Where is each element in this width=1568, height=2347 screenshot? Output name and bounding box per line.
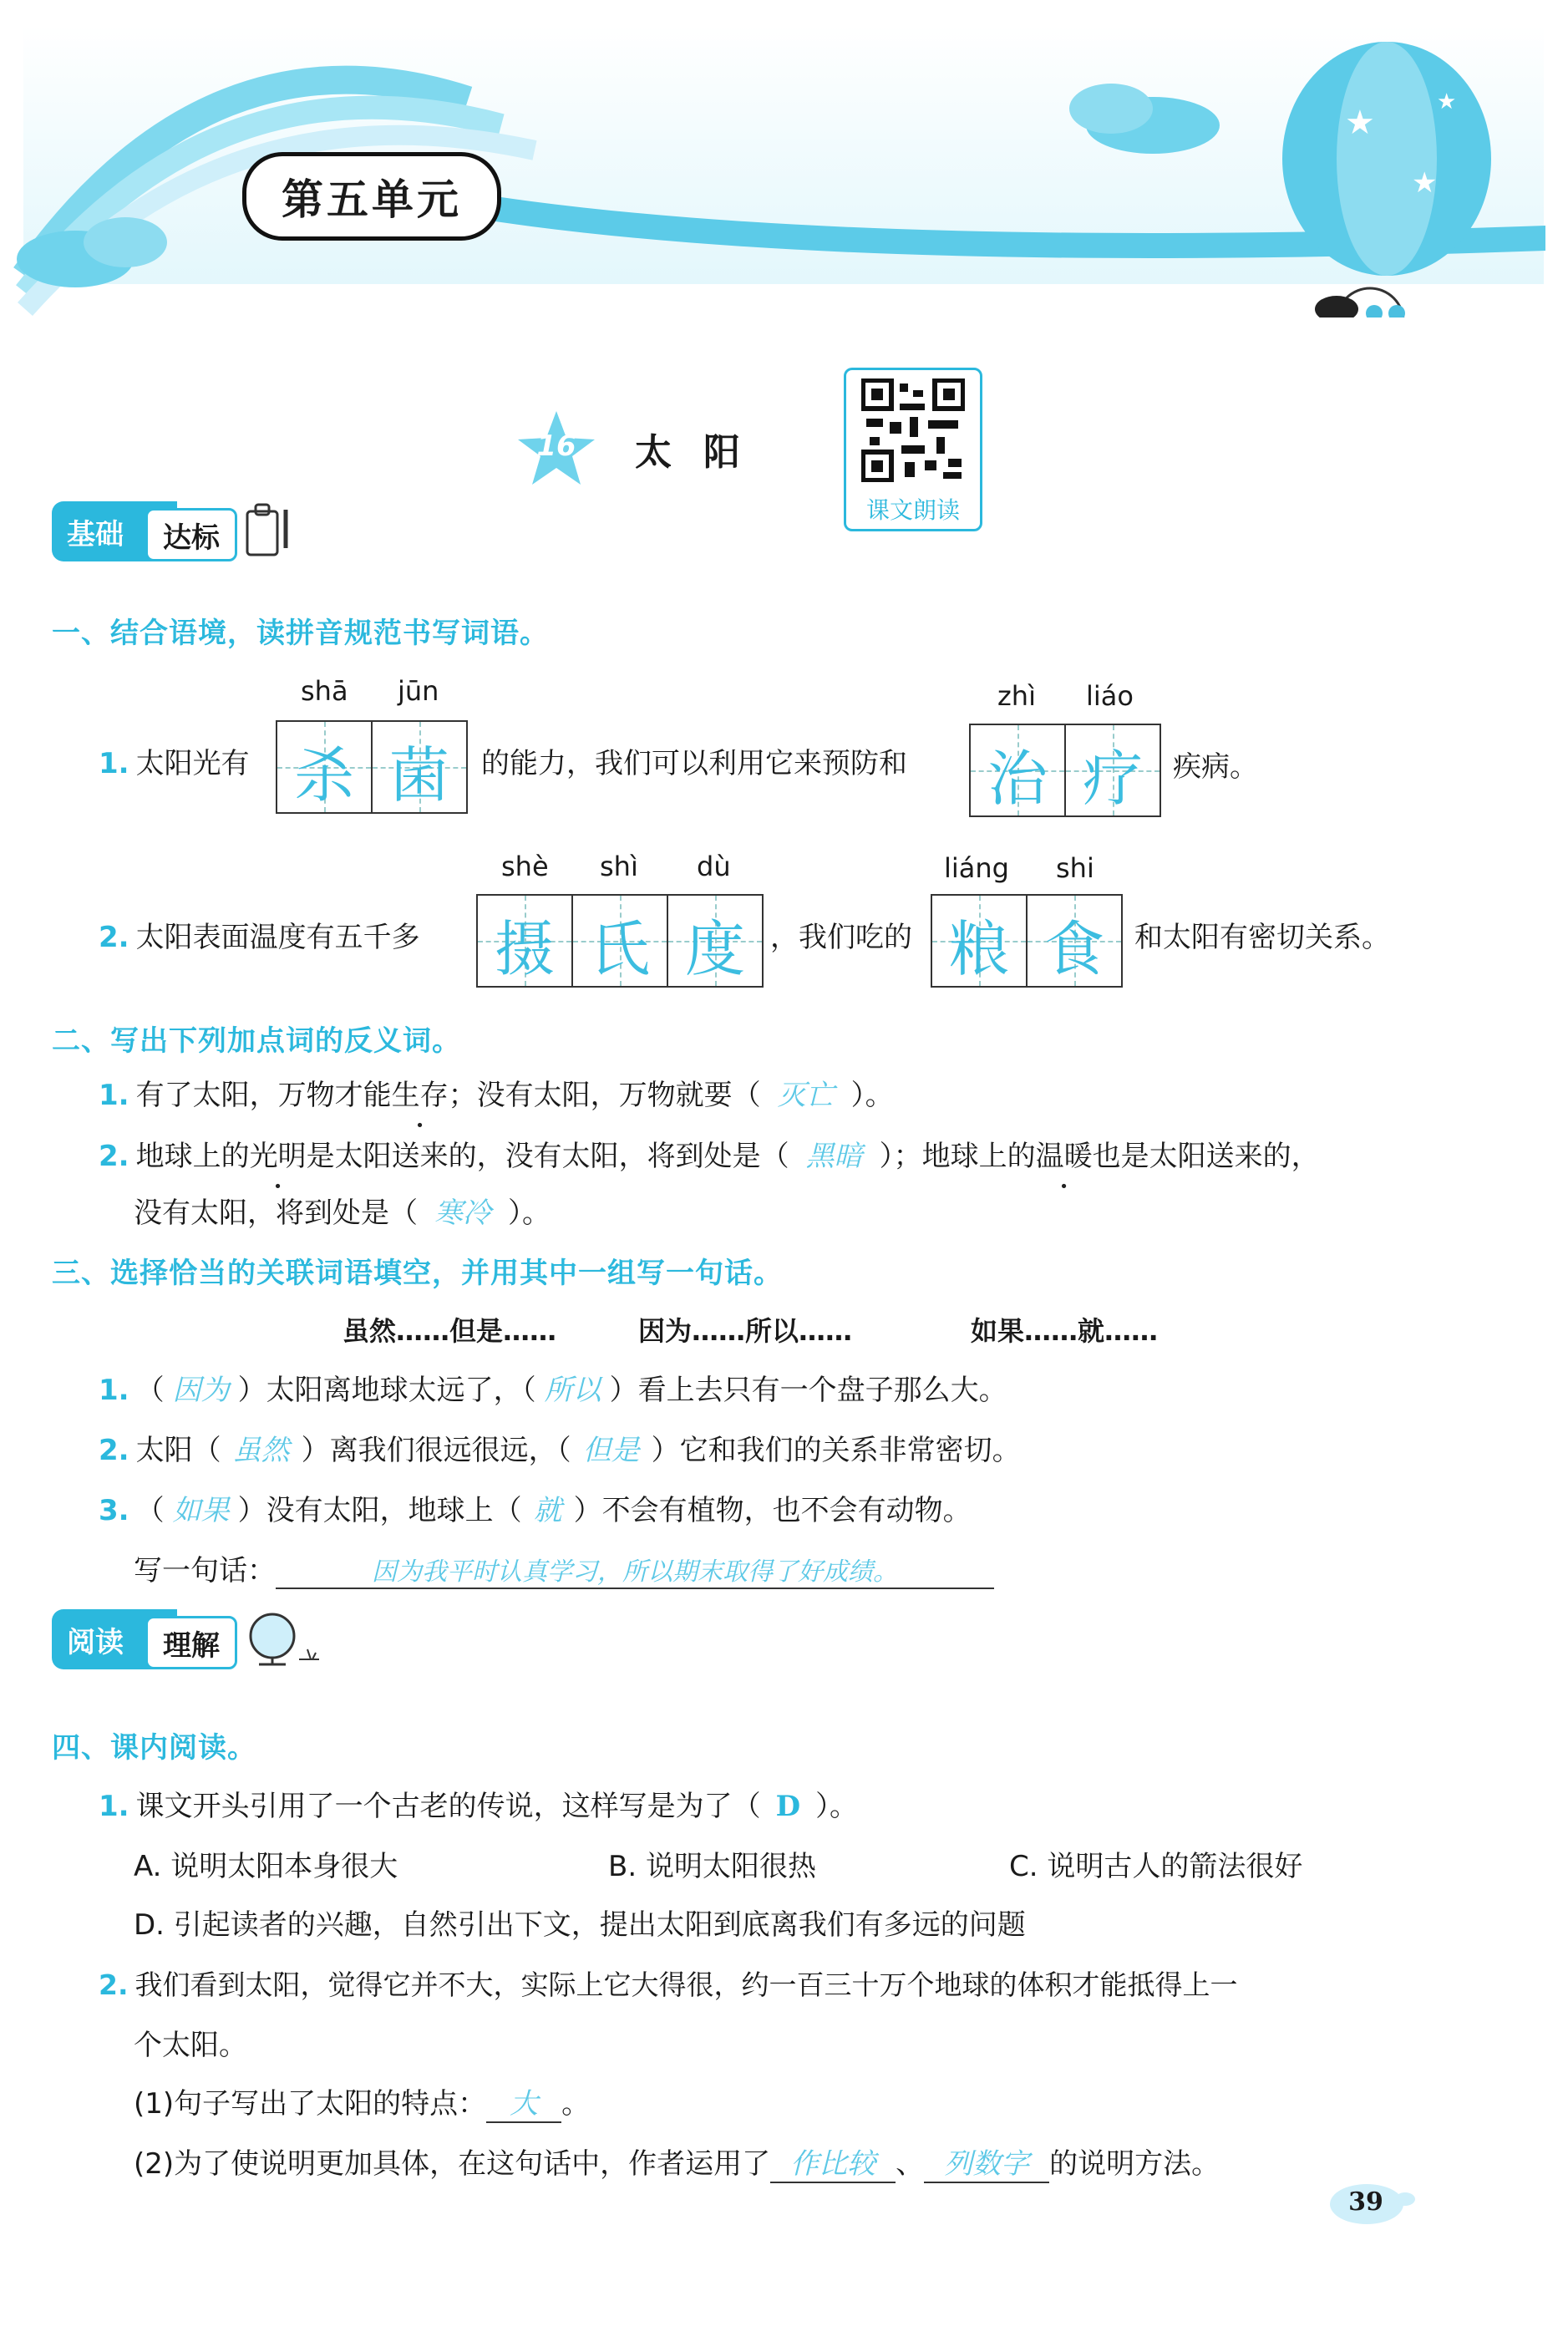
svg-text:★: ★	[1412, 166, 1438, 200]
pinyin-liao: liáo	[1086, 680, 1134, 712]
answer-char: 食	[1043, 914, 1104, 984]
page-number: 39	[1348, 2187, 1383, 2217]
badge-reading-right: 理解	[145, 1616, 237, 1669]
q3-write-sentence: 写一句话： 因为我平时认真学习，所以期末取得了好成绩。	[134, 1547, 994, 1589]
q2-item1: 1. 有了太阳，万物才能生存；没有太阳，万物就要（ 灭亡 ）。	[99, 1072, 894, 1113]
badge-reading-left: 阅读	[52, 1609, 177, 1669]
pinyin-du: dù	[697, 851, 731, 882]
pinyin-liang: liáng	[944, 852, 1009, 884]
option-a: A. 说明太阳本身很大	[134, 1850, 398, 1883]
answer-char: 菌	[388, 740, 449, 810]
option-c: C. 说明古人的箭法很好	[1009, 1850, 1303, 1883]
question-4-heading: 四、课内阅读。	[52, 1731, 256, 1765]
clipboard-pencil-icon	[244, 501, 294, 560]
question-2-heading: 二、写出下列加点词的反义词。	[52, 1024, 461, 1058]
lesson-title: 太阳	[635, 431, 772, 474]
q1-item2-after: 和太阳有密切关系。	[1134, 921, 1390, 954]
q3-item2: 2. 太阳（ 虽然 ）离我们很远很远，（ 但是 ）它和我们的关系非常密切。	[99, 1434, 1021, 1467]
answer-char: 粮	[948, 914, 1009, 984]
svg-text:★: ★	[1437, 89, 1457, 114]
q2-item2-line1: 2. 地球上的光明是太阳送来的，没有太阳，将到处是（ 黑暗 ）；地球上的温暖也是太阳送来的，	[99, 1133, 1320, 1174]
q2-item2-line2: 没有太阳，将到处是（ 寒冷 ）。	[134, 1196, 551, 1230]
pinyin-shi: shì	[600, 851, 638, 882]
conjunction-option-2: 因为……所以……	[638, 1315, 853, 1347]
badge-basic-left: 基础	[52, 501, 177, 561]
q4-item1: 1. 课文开头引用了一个古老的传说，这样写是为了（ D ）。	[99, 1790, 859, 1823]
globe-icon	[244, 1609, 327, 1668]
answer-text: 就	[533, 1494, 562, 1527]
lesson-number: 16	[536, 429, 576, 463]
q1-item2-before: 2. 太阳表面温度有五千多	[99, 921, 420, 954]
pinyin-zhi: zhì	[997, 680, 1036, 712]
answer-text: 但是	[582, 1434, 640, 1467]
answer-text: 黑暗	[805, 1140, 863, 1173]
answer-text: 所以	[544, 1374, 601, 1407]
answer-char: 度	[684, 914, 745, 984]
dotted-word: 光明	[249, 1140, 307, 1173]
question-1-heading: 一、结合语境，读拼音规范书写词语。	[52, 617, 549, 650]
section-badge-basic	[52, 501, 302, 561]
option-d: D. 引起读者的兴趣，自然引出下文，提出太阳到底离我们有多远的问题	[134, 1908, 1026, 1942]
writing-grid-zhiliao[interactable]	[969, 724, 1161, 817]
page-number-badge	[1328, 2181, 1420, 2228]
answer-text: 虽然	[232, 1434, 290, 1467]
q4-item2-sub2: (2)为了使说明更加具体，在这句话中，作者运用了 作比较 、 列数字 的说明方法。	[134, 2141, 1220, 2183]
pinyin-sha: shā	[301, 675, 348, 707]
question-3-heading: 三、选择恰当的关联词语填空，并用其中一组写一句话。	[52, 1257, 783, 1290]
badge-basic-right: 达标	[145, 508, 237, 561]
q1-item1-before: 1. 太阳光有	[99, 747, 250, 780]
pinyin-jun: jūn	[398, 675, 439, 707]
header-background-art	[0, 0, 1568, 318]
writing-grid-liangshi[interactable]	[931, 894, 1123, 988]
answer-blank[interactable]: 作比较	[770, 2141, 896, 2183]
q4-item2-sub1: (1)句子写出了太阳的特点： 大 。	[134, 2080, 590, 2123]
answer-text: 如果	[172, 1494, 230, 1527]
qr-code-label: 课文朗读	[865, 496, 960, 524]
answer-char: 摄	[494, 914, 555, 984]
q4-item2-line2: 个太阳。	[134, 2029, 247, 2062]
answer-char: 氏	[589, 914, 650, 984]
writing-grid-shajun[interactable]	[276, 720, 468, 814]
dotted-word: 生存	[391, 1079, 449, 1112]
q4-item2-line1: 2. 我们看到太阳，觉得它并不大，实际上它大得很，约一百三十万个地球的体积才能抵得上一	[99, 1969, 1238, 2001]
qr-code-card[interactable]	[844, 368, 982, 531]
answer-char: 疗	[1082, 744, 1143, 814]
answer-text: 灭亡	[777, 1079, 835, 1112]
section-badge-reading	[52, 1609, 336, 1669]
q3-item1: 1. （ 因为 ）太阳离地球太远了，（ 所以 ）看上去只有一个盘子那么大。	[99, 1374, 1007, 1407]
q1-item1-after: 疾病。	[1173, 750, 1258, 784]
svg-text:★: ★	[1345, 104, 1375, 142]
answer-text: 因为	[172, 1374, 230, 1407]
option-b: B. 说明太阳很热	[608, 1850, 816, 1883]
sentence-answer[interactable]: 因为我平时认真学习，所以期末取得了好成绩。	[276, 1551, 994, 1589]
unit-title: 第五单元	[242, 152, 501, 241]
answer-char: 治	[987, 744, 1048, 814]
q1-item2-middle: ，我们吃的	[770, 921, 912, 954]
answer-blank[interactable]: 大	[486, 2080, 561, 2123]
qr-code-icon	[861, 378, 965, 482]
q1-item1-middle: 的能力，我们可以利用它来预防和	[481, 747, 907, 780]
dotted-word: 温暖	[1035, 1140, 1093, 1173]
answer-text: 寒冷	[434, 1196, 491, 1230]
answer-char: 杀	[293, 740, 354, 810]
answer-blank[interactable]: 列数字	[924, 2141, 1049, 2183]
pinyin-shi2: shi	[1056, 852, 1094, 884]
answer-text: D	[775, 1790, 801, 1823]
writing-grid-sheshidu[interactable]	[476, 894, 764, 988]
lesson-number-badge	[516, 408, 596, 488]
pinyin-she: shè	[501, 851, 549, 882]
conjunction-option-3: 如果……就……	[971, 1315, 1159, 1347]
conjunction-option-1: 虽然……但是……	[343, 1315, 557, 1347]
page-header	[0, 0, 1568, 318]
q3-item3: 3. （ 如果 ）没有太阳，地球上（ 就 ）不会有植物，也不会有动物。	[99, 1494, 972, 1527]
